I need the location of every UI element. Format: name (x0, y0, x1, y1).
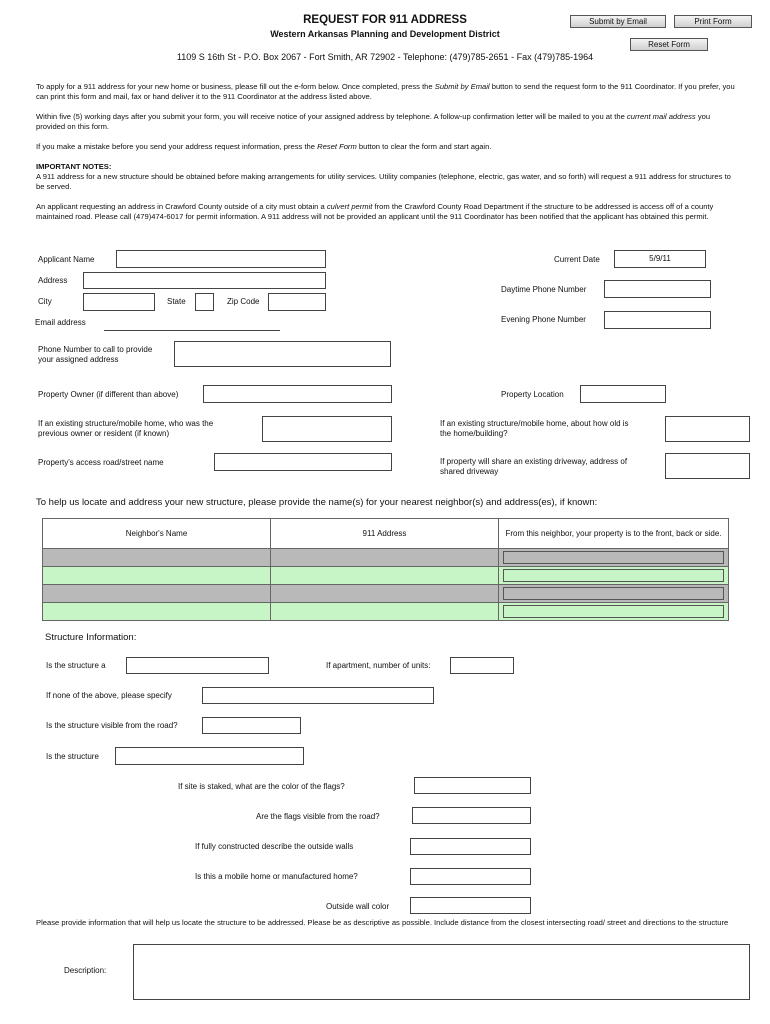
structure-type-input[interactable] (126, 657, 269, 674)
reset-form-button[interactable]: Reset Form (630, 38, 708, 51)
description-label: Description: (64, 966, 107, 975)
callback-phone-input[interactable] (174, 341, 391, 367)
shared-driveway-input[interactable] (665, 453, 750, 479)
structure-visible-label: Is the structure visible from the road? (46, 721, 178, 730)
specify-other-label: If none of the above, please specify (46, 691, 172, 700)
table-row (43, 603, 729, 621)
neighbor-name-column-header: Neighbor's Name (43, 519, 271, 549)
structure-info-heading: Structure Information: (45, 632, 137, 643)
city-label: City (38, 297, 52, 306)
previous-owner-input[interactable] (262, 416, 392, 442)
state-input[interactable] (195, 293, 214, 311)
table-row (43, 585, 729, 603)
neighbor-direction-input[interactable] (503, 587, 724, 600)
wall-color-label: Outside wall color (326, 902, 390, 911)
property-location-label: Property Location (501, 390, 564, 399)
flags-color-label: If site is staked, what are the color of the flags? (178, 782, 345, 791)
neighbor-direction-cell (499, 603, 729, 621)
page-title: REQUEST FOR 911 ADDRESS (303, 14, 467, 26)
neighbors-table (42, 518, 729, 621)
table-row (43, 549, 729, 567)
specify-other-input[interactable] (202, 687, 434, 704)
neighbor-address-cell[interactable] (271, 585, 499, 603)
intro-paragraph-1: To apply for a 911 address for your new home or business, please fill out the e-form below. Once completed, press the Submit by Email button to send the request form to the 911 Coordinator. If you prefer, you can print this form and mail, fax or hand deliver it to the 911 Coordinator at the address listed above. (36, 82, 735, 101)
mobile-home-label: Is this a mobile home or manufactured home? (195, 872, 358, 881)
neighbor-address-cell[interactable] (271, 567, 499, 585)
flags-visible-input[interactable] (412, 807, 531, 824)
shared-driveway-label-line-2: shared driveway (440, 467, 499, 476)
description-textarea[interactable] (133, 944, 750, 1000)
previous-owner-label-line-1: If an existing structure/mobile home, who was the (38, 419, 214, 428)
access-road-label: Property's access road/street name (38, 458, 164, 467)
building-age-label-line-1: If an existing structure/mobile home, about how old is (440, 419, 629, 428)
organization-address: 1109 S 16th St - P.O. Box 2067 - Fort Smith, AR 72902 - Telephone: (479)785-2651 - Fax (479)785-1964 (176, 52, 594, 62)
address-label: Address (38, 276, 68, 285)
building-age-input[interactable] (665, 416, 750, 442)
callback-phone-label-line-2: your assigned address (38, 355, 119, 364)
intro-paragraph-2: Within five (5) working days after you submit your form, you will receive notice of your assigned address by telephone. A follow-up confirmation letter will be mailed to you at the current mail address you provided on this form. (36, 112, 711, 131)
daytime-phone-input[interactable] (604, 280, 711, 298)
access-road-input[interactable] (214, 453, 392, 471)
email-address-label: Email address (35, 318, 86, 327)
zip-code-label: Zip Code (227, 297, 260, 306)
organization-name: Western Arkansas Planning and Development District (270, 29, 500, 39)
property-owner-label: Property Owner (if different than above) (38, 390, 179, 399)
structure-status-label: Is the structure (46, 752, 99, 761)
print-form-button[interactable]: Print Form (674, 15, 752, 28)
apartment-units-input[interactable] (450, 657, 514, 674)
neighbor-address-cell[interactable] (271, 603, 499, 621)
applicant-name-label: Applicant Name (38, 255, 95, 264)
callback-phone-label-line-1: Phone Number to call to provide (38, 345, 153, 354)
flags-color-input[interactable] (414, 777, 531, 794)
email-address-input[interactable] (104, 318, 280, 331)
neighbor-address-column-header: 911 Address (271, 519, 499, 549)
submit-by-email-button[interactable]: Submit by Email (570, 15, 666, 28)
important-notes-heading: IMPORTANT NOTES: (36, 162, 112, 171)
evening-phone-input[interactable] (604, 311, 711, 329)
neighbor-name-cell[interactable] (43, 549, 271, 567)
structure-status-input[interactable] (115, 747, 304, 765)
neighbor-name-cell[interactable] (43, 603, 271, 621)
neighbor-address-cell[interactable] (271, 549, 499, 567)
outside-walls-label: If fully constructed describe the outside walls (195, 842, 354, 851)
neighbors-heading: To help us locate and address your new structure, please provide the name(s) for your nearest neighbor(s) and address(es), if known: (36, 497, 598, 508)
flags-visible-label: Are the flags visible from the road? (256, 812, 380, 821)
intro-paragraph-3: If you make a mistake before you send your address request information, press the Reset Form button to clear the form and start again. (36, 142, 492, 151)
city-input[interactable] (83, 293, 155, 311)
daytime-phone-label: Daytime Phone Number (501, 285, 587, 294)
outside-walls-input[interactable] (410, 838, 531, 855)
table-row (43, 567, 729, 585)
neighbor-direction-cell (499, 549, 729, 567)
neighbor-direction-cell (499, 567, 729, 585)
directions-instructions: Please provide information that will help us locate the structure to be addressed. Please be as descriptive as possible. Include distance from the closest intersecting road/ street and directions to the structure (36, 918, 729, 927)
structure-type-label: Is the structure a (46, 661, 106, 670)
previous-owner-label-line-2: previous owner or resident (if known) (38, 429, 170, 438)
property-owner-input[interactable] (203, 385, 392, 403)
structure-visible-input[interactable] (202, 717, 301, 734)
building-age-label-line-2: the home/building? (440, 429, 508, 438)
neighbor-direction-input[interactable] (503, 605, 724, 618)
wall-color-input[interactable] (410, 897, 531, 914)
neighbor-direction-input[interactable] (503, 569, 724, 582)
neighbor-name-cell[interactable] (43, 585, 271, 603)
apartment-units-label: If apartment, number of units: (326, 661, 431, 670)
evening-phone-label: Evening Phone Number (501, 315, 586, 324)
current-date-label: Current Date (554, 255, 600, 264)
applicant-name-input[interactable] (116, 250, 326, 268)
shared-driveway-label-line-1: If property will share an existing driveway, address of (440, 457, 628, 466)
culvert-permit-paragraph: An applicant requesting an address in Crawford County outside of a city must obtain a culvert permit from the Crawford County Road Department if the structure to be addressed is access off of a county maintained road. Please call (479)474-6017 for permit information. A 911 address will not be provided an applicant until the 911 Coordinator has been notified that the applicant has obtained this permit. (36, 202, 714, 221)
state-label: State (167, 297, 186, 306)
zip-code-input[interactable] (268, 293, 326, 311)
neighbors-table-header (43, 519, 729, 549)
mobile-home-input[interactable] (410, 868, 531, 885)
neighbor-name-cell[interactable] (43, 567, 271, 585)
neighbor-direction-cell (499, 585, 729, 603)
important-notes-text: A 911 address for a new structure should be obtained before making arrangements for utility services. Utility companies (telephone, electric, gas water, and so forth) will request a 911 address for structures to be served. (36, 172, 731, 191)
current-date-input[interactable]: 5/9/11 (614, 250, 706, 268)
neighbor-direction-input[interactable] (503, 551, 724, 564)
property-location-input[interactable] (580, 385, 666, 403)
address-input[interactable] (83, 272, 326, 289)
neighbor-direction-column-header: From this neighbor, your property is to the front, back or side. (499, 519, 729, 549)
